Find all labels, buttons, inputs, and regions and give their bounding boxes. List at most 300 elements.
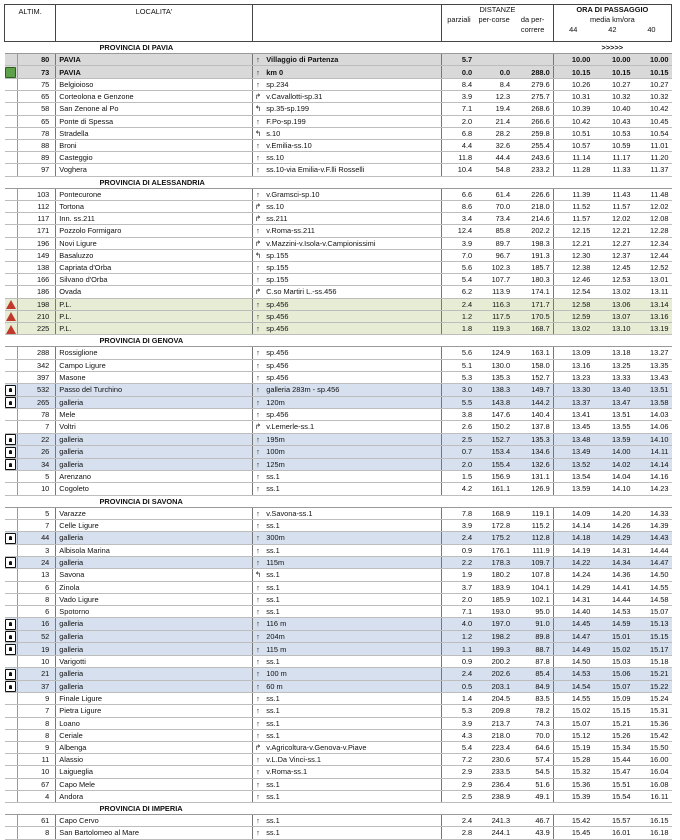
partial-km: 5.4 — [442, 274, 475, 286]
covered-km: 44.4 — [475, 152, 513, 164]
time-44: 10.51 — [553, 127, 593, 139]
time-42: 10.40 — [593, 103, 633, 115]
location: galleria — [56, 643, 252, 656]
route-row — [5, 54, 672, 66]
location: Celle Ligure — [56, 519, 252, 531]
time-40: 15.22 — [633, 680, 671, 693]
route-row — [5, 152, 672, 164]
altitude: 58 — [18, 103, 56, 115]
altitude: 8 — [18, 593, 56, 605]
partial-km: 2.0 — [442, 593, 475, 605]
time-44: 15.28 — [553, 754, 593, 766]
altitude: 112 — [18, 200, 56, 212]
time-40: 14.58 — [633, 593, 671, 605]
route-row — [5, 606, 672, 618]
time-44: 10.39 — [553, 103, 593, 115]
road: 204m — [263, 630, 441, 643]
road: ss.10 — [263, 152, 441, 164]
province-row — [5, 335, 672, 347]
partial-km: 5.3 — [442, 371, 475, 383]
direction-icon: ↑ — [252, 152, 263, 164]
time-44: 15.12 — [553, 729, 593, 741]
covered-km: 175.2 — [475, 532, 513, 545]
covered-km: 117.5 — [475, 310, 513, 322]
covered-km: 107.7 — [475, 274, 513, 286]
remaining-km: 149.7 — [513, 384, 553, 397]
altitude: 5 — [18, 471, 56, 483]
road: ss.1 — [263, 815, 441, 827]
partial-km: 7.2 — [442, 754, 475, 766]
time-42: 10.59 — [593, 139, 633, 151]
direction-icon: ↱ — [252, 213, 263, 225]
partial-km: 7.1 — [442, 103, 475, 115]
header-percorrere: da per-correre — [520, 15, 545, 34]
location: Pontecurone — [56, 188, 252, 200]
partial-km: 5.7 — [442, 54, 475, 66]
remaining-km: 54.5 — [513, 766, 553, 778]
partial-km: 2.4 — [442, 532, 475, 545]
route-row — [5, 458, 672, 471]
direction-icon: ↑ — [252, 643, 263, 656]
location: Cogoleto — [56, 483, 252, 495]
road: ss.1 — [263, 655, 441, 667]
time-42: 11.57 — [593, 200, 633, 212]
tunnel-icon — [5, 644, 16, 655]
time-42: 10.00 — [593, 54, 633, 66]
time-42: 13.25 — [593, 359, 633, 371]
road: ss.1 — [263, 581, 441, 593]
direction-icon: ↑ — [252, 164, 263, 176]
location: Albenga — [56, 742, 252, 754]
direction-icon: ↑ — [252, 778, 263, 790]
time-40: 13.01 — [633, 274, 671, 286]
time-42: 14.31 — [593, 544, 633, 556]
time-42: 15.03 — [593, 655, 633, 667]
covered-km: 236.4 — [475, 778, 513, 790]
direction-icon: ↑ — [252, 519, 263, 531]
time-42: 13.55 — [593, 421, 633, 433]
altitude: 149 — [18, 249, 56, 261]
tunnel-icon — [5, 459, 16, 470]
route-row — [5, 274, 672, 286]
road: C.so Martiri L.-ss.456 — [263, 286, 441, 298]
remaining-km — [513, 54, 553, 66]
route-row — [5, 115, 672, 127]
time-44: 10.00 — [553, 54, 593, 66]
time-40: 12.08 — [633, 213, 671, 225]
tunnel-icon — [5, 681, 16, 692]
time-42: 15.51 — [593, 778, 633, 790]
partial-km: 7.8 — [442, 507, 475, 519]
location: Pietra Ligure — [56, 705, 252, 717]
speed-44: 44 — [569, 25, 578, 34]
time-40: 14.11 — [633, 446, 671, 459]
direction-icon: ↱ — [252, 742, 263, 754]
direction-icon: ↑ — [252, 606, 263, 618]
time-42: 13.40 — [593, 384, 633, 397]
covered-km: 180.2 — [475, 569, 513, 581]
direction-icon: ↑ — [252, 544, 263, 556]
tunnel-icon — [5, 631, 16, 642]
time-44: 14.29 — [553, 581, 593, 593]
time-40: 14.10 — [633, 433, 671, 446]
altitude: 8 — [18, 717, 56, 729]
remaining-km: 275.7 — [513, 91, 553, 103]
road: ss.1 — [263, 705, 441, 717]
time-40: 16.18 — [633, 827, 671, 839]
altitude: 75 — [18, 78, 56, 90]
time-44: 10.26 — [553, 78, 593, 90]
location: Varigotti — [56, 655, 252, 667]
time-40: 11.01 — [633, 139, 671, 151]
remaining-km: 111.9 — [513, 544, 553, 556]
time-44: 13.37 — [553, 396, 593, 409]
province-name: PROVINCIA DI IMPERIA — [5, 803, 253, 815]
covered-km: 0.0 — [475, 66, 513, 79]
road: v.Emilia-ss.10 — [263, 139, 441, 151]
direction-icon: ↑ — [252, 790, 263, 802]
time-42: 10.43 — [593, 115, 633, 127]
route-row — [5, 421, 672, 433]
location: Belgioioso — [56, 78, 252, 90]
route-row — [5, 347, 672, 359]
remaining-km: 115.2 — [513, 519, 553, 531]
route-row — [5, 78, 672, 90]
covered-km: 241.3 — [475, 815, 513, 827]
remaining-km: 107.8 — [513, 569, 553, 581]
remaining-km: 46.7 — [513, 815, 553, 827]
partial-km: 0.5 — [442, 680, 475, 693]
remaining-km: 70.0 — [513, 729, 553, 741]
table-body — [5, 42, 672, 840]
covered-km: 202.6 — [475, 668, 513, 681]
time-40: 10.00 — [633, 54, 671, 66]
location: Campo Ligure — [56, 359, 252, 371]
partial-km: 8.4 — [442, 78, 475, 90]
road: 60 m — [263, 680, 441, 693]
direction-icon: ↑ — [252, 188, 263, 200]
location: PAVIA — [56, 54, 252, 66]
time-44: 14.49 — [553, 643, 593, 656]
time-44: 14.40 — [553, 606, 593, 618]
time-40: 15.31 — [633, 705, 671, 717]
route-row — [5, 127, 672, 139]
direction-icon: ↱ — [252, 421, 263, 433]
altitude: 11 — [18, 754, 56, 766]
direction-icon: ↑ — [252, 298, 263, 310]
time-44: 10.15 — [553, 66, 593, 79]
covered-km: 143.8 — [475, 396, 513, 409]
direction-icon: ↑ — [252, 668, 263, 681]
direction-arrows — [553, 803, 671, 815]
tunnel-icon — [5, 385, 16, 396]
remaining-km: 84.9 — [513, 680, 553, 693]
remaining-km: 119.1 — [513, 507, 553, 519]
route-row — [5, 188, 672, 200]
location: galleria — [56, 396, 252, 409]
location: galleria — [56, 680, 252, 693]
altitude: 97 — [18, 164, 56, 176]
route-row — [5, 680, 672, 693]
time-44: 12.21 — [553, 237, 593, 249]
time-44: 12.38 — [553, 262, 593, 274]
time-40: 15.36 — [633, 717, 671, 729]
route-row — [5, 164, 672, 176]
time-42: 13.59 — [593, 433, 633, 446]
time-44: 10.31 — [553, 91, 593, 103]
time-40: 16.08 — [633, 778, 671, 790]
partial-km: 5.5 — [442, 396, 475, 409]
time-42: 15.34 — [593, 742, 633, 754]
time-40: 13.27 — [633, 347, 671, 359]
time-44: 13.49 — [553, 446, 593, 459]
speed-42: 42 — [608, 25, 617, 34]
location: Rossiglione — [56, 347, 252, 359]
altitude: 4 — [18, 790, 56, 802]
time-44: 15.39 — [553, 790, 593, 802]
route-row — [5, 556, 672, 569]
covered-km: 203.1 — [475, 680, 513, 693]
location: Capriata d'Orba — [56, 262, 252, 274]
location: Vado Ligure — [56, 593, 252, 605]
location: Novi Ligure — [56, 237, 252, 249]
time-40: 10.54 — [633, 127, 671, 139]
partial-km: 3.9 — [442, 237, 475, 249]
direction-icon: ↑ — [252, 581, 263, 593]
time-40: 14.14 — [633, 458, 671, 471]
header-altim: ALTIM. — [5, 5, 56, 42]
route-row — [5, 237, 672, 249]
road: ss.1 — [263, 827, 441, 839]
time-40: 15.18 — [633, 655, 671, 667]
time-40: 14.06 — [633, 421, 671, 433]
remaining-km: 95.0 — [513, 606, 553, 618]
time-40: 13.43 — [633, 371, 671, 383]
direction-icon: ↑ — [252, 262, 263, 274]
remaining-km: 135.3 — [513, 433, 553, 446]
partial-km: 4.4 — [442, 139, 475, 151]
time-42: 10.32 — [593, 91, 633, 103]
direction-icon: ↰ — [252, 103, 263, 115]
altitude: 117 — [18, 213, 56, 225]
altitude: 21 — [18, 668, 56, 681]
tunnel-icon — [5, 434, 16, 445]
road: ss.1 — [263, 717, 441, 729]
covered-km: 204.5 — [475, 693, 513, 705]
road: sp.35-sp.199 — [263, 103, 441, 115]
header-road — [252, 5, 442, 42]
direction-icon: ↑ — [252, 655, 263, 667]
time-44: 13.09 — [553, 347, 593, 359]
partial-km: 10.4 — [442, 164, 475, 176]
remaining-km: 64.6 — [513, 742, 553, 754]
road: 120m — [263, 396, 441, 409]
remaining-km: 102.1 — [513, 593, 553, 605]
remaining-km: 43.9 — [513, 827, 553, 839]
altitude: 166 — [18, 274, 56, 286]
remaining-km: 51.6 — [513, 778, 553, 790]
direction-icon: ↑ — [252, 139, 263, 151]
covered-km: 218.0 — [475, 729, 513, 741]
road: Villaggio di Partenza — [263, 54, 441, 66]
direction-icon: ↑ — [252, 532, 263, 545]
header-distanze — [442, 5, 554, 42]
time-44: 14.31 — [553, 593, 593, 605]
road: ss.1 — [263, 544, 441, 556]
altitude: 171 — [18, 225, 56, 237]
partial-km: 3.8 — [442, 409, 475, 421]
road: ss.1 — [263, 471, 441, 483]
altitude: 8 — [18, 729, 56, 741]
direction-icon: ↑ — [252, 717, 263, 729]
location: Stradella — [56, 127, 252, 139]
partial-km: 1.9 — [442, 569, 475, 581]
direction-icon: ↑ — [252, 693, 263, 705]
altitude: 6 — [18, 581, 56, 593]
partial-km: 4.0 — [442, 618, 475, 631]
partial-km: 3.7 — [442, 581, 475, 593]
direction-icon: ↑ — [252, 827, 263, 839]
direction-icon: ↑ — [252, 483, 263, 495]
province-name: PROVINCIA DI PAVIA — [5, 42, 253, 54]
altitude: 198 — [18, 298, 56, 310]
altitude: 61 — [18, 815, 56, 827]
remaining-km: 112.8 — [513, 532, 553, 545]
partial-km: 2.2 — [442, 556, 475, 569]
time-44: 13.45 — [553, 421, 593, 433]
altitude: 52 — [18, 630, 56, 643]
location: galleria — [56, 446, 252, 459]
time-40: 12.28 — [633, 225, 671, 237]
time-42: 16.01 — [593, 827, 633, 839]
route-row — [5, 384, 672, 397]
altitude: 265 — [18, 396, 56, 409]
direction-icon: ↑ — [252, 680, 263, 693]
route-row — [5, 618, 672, 631]
time-44: 10.57 — [553, 139, 593, 151]
altitude: 65 — [18, 91, 56, 103]
altitude: 24 — [18, 556, 56, 569]
covered-km: 198.2 — [475, 630, 513, 643]
partial-km: 1.2 — [442, 630, 475, 643]
time-42: 15.44 — [593, 754, 633, 766]
partial-km: 2.4 — [442, 668, 475, 681]
route-row — [5, 200, 672, 212]
covered-km: 238.9 — [475, 790, 513, 802]
time-40: 13.58 — [633, 396, 671, 409]
remaining-km: 87.8 — [513, 655, 553, 667]
itinerary-table — [4, 4, 672, 840]
location: Savona — [56, 569, 252, 581]
time-40: 12.02 — [633, 200, 671, 212]
covered-km: 152.7 — [475, 433, 513, 446]
remaining-km: 85.4 — [513, 668, 553, 681]
partial-km: 2.4 — [442, 298, 475, 310]
covered-km: 32.6 — [475, 139, 513, 151]
location: Capo Mele — [56, 778, 252, 790]
road: 116 m — [263, 618, 441, 631]
time-40: 10.45 — [633, 115, 671, 127]
road: km 0 — [263, 66, 441, 79]
time-42: 14.41 — [593, 581, 633, 593]
remaining-km: 158.0 — [513, 359, 553, 371]
road: sp.155 — [263, 249, 441, 261]
time-40: 13.16 — [633, 310, 671, 322]
covered-km: 161.1 — [475, 483, 513, 495]
remaining-km: 152.7 — [513, 371, 553, 383]
time-40: 16.15 — [633, 815, 671, 827]
partial-km: 4.3 — [442, 729, 475, 741]
covered-km: 172.8 — [475, 519, 513, 531]
covered-km: 223.4 — [475, 742, 513, 754]
covered-km: 28.2 — [475, 127, 513, 139]
time-42: 15.15 — [593, 705, 633, 717]
altitude: 288 — [18, 347, 56, 359]
altitude: 342 — [18, 359, 56, 371]
covered-km: 230.6 — [475, 754, 513, 766]
remaining-km: 218.0 — [513, 200, 553, 212]
covered-km: 155.4 — [475, 458, 513, 471]
partial-km: 2.5 — [442, 433, 475, 446]
time-42: 12.37 — [593, 249, 633, 261]
location: Finale Ligure — [56, 693, 252, 705]
altitude: 16 — [18, 618, 56, 631]
time-42: 14.53 — [593, 606, 633, 618]
time-42: 15.02 — [593, 643, 633, 656]
time-44: 14.47 — [553, 630, 593, 643]
altitude: 26 — [18, 446, 56, 459]
covered-km: 153.4 — [475, 446, 513, 459]
time-44: 14.55 — [553, 693, 593, 705]
covered-km: 102.3 — [475, 262, 513, 274]
partial-km: 1.1 — [442, 643, 475, 656]
remaining-km: 202.2 — [513, 225, 553, 237]
remaining-km: 132.6 — [513, 458, 553, 471]
route-row — [5, 643, 672, 656]
location: P.L. — [56, 298, 252, 310]
altitude: 44 — [18, 532, 56, 545]
time-42: 11.43 — [593, 188, 633, 200]
route-row — [5, 581, 672, 593]
remaining-km: 214.6 — [513, 213, 553, 225]
partial-km: 6.6 — [442, 188, 475, 200]
route-row — [5, 717, 672, 729]
time-40: 10.15 — [633, 66, 671, 79]
time-40: 14.16 — [633, 471, 671, 483]
covered-km: 21.4 — [475, 115, 513, 127]
location: galleria — [56, 556, 252, 569]
altitude: 5 — [18, 507, 56, 519]
time-44: 11.52 — [553, 200, 593, 212]
location: galleria — [56, 630, 252, 643]
remaining-km: 109.7 — [513, 556, 553, 569]
time-42: 10.15 — [593, 66, 633, 79]
time-40: 11.37 — [633, 164, 671, 176]
time-40: 12.44 — [633, 249, 671, 261]
route-row — [5, 827, 672, 839]
time-40: 15.15 — [633, 630, 671, 643]
time-44: 11.28 — [553, 164, 593, 176]
direction-icon: ↱ — [252, 286, 263, 298]
altitude: 7 — [18, 705, 56, 717]
location: galleria — [56, 433, 252, 446]
header-ora — [553, 5, 671, 42]
route-row — [5, 544, 672, 556]
location: Basaluzzo — [56, 249, 252, 261]
altitude: 186 — [18, 286, 56, 298]
road: ss.1 — [263, 693, 441, 705]
direction-icon: ↑ — [252, 384, 263, 397]
